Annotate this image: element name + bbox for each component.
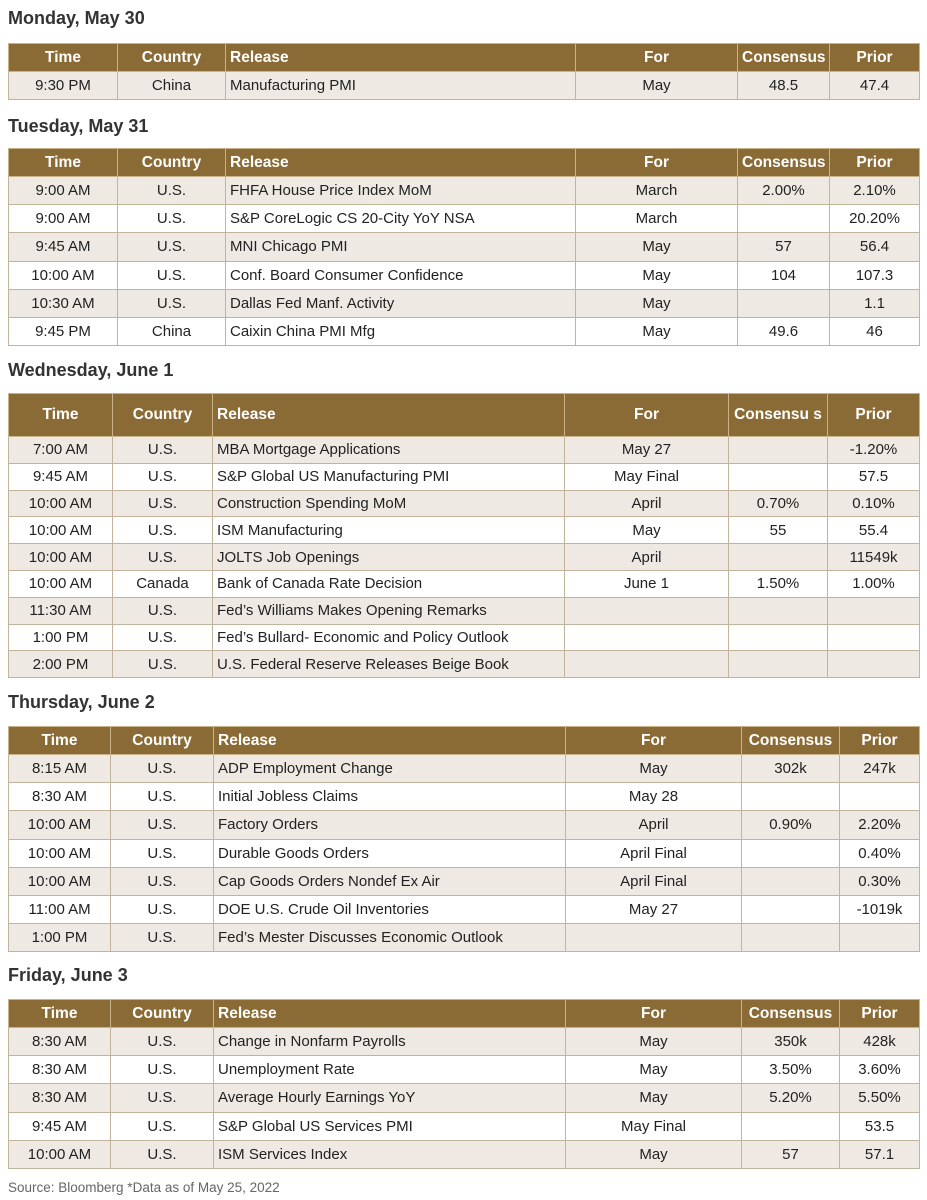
table-row bbox=[9, 490, 920, 517]
table-row bbox=[9, 177, 920, 205]
cell-time: 1:00 PM bbox=[9, 624, 113, 651]
cell-for: May bbox=[576, 289, 738, 317]
cell-country: U.S. bbox=[113, 651, 213, 678]
day-heading-monday: Monday, May 30 bbox=[8, 8, 145, 28]
calendar-table-monday bbox=[8, 43, 920, 100]
cell-consensus: 55 bbox=[729, 517, 828, 544]
cell-for: May Final bbox=[565, 463, 729, 490]
cell-country: U.S. bbox=[118, 205, 226, 233]
col-prior: Prior bbox=[840, 1000, 920, 1028]
cell-prior bbox=[828, 597, 920, 624]
table-row bbox=[9, 839, 920, 867]
cell-time: 7:00 AM bbox=[9, 437, 113, 464]
cell-for: May bbox=[566, 755, 742, 783]
cell-time: 10:00 AM bbox=[9, 1140, 111, 1168]
header-row bbox=[9, 149, 920, 177]
col-consensus: Consensus bbox=[738, 44, 830, 72]
cell-release: Manufacturing PMI bbox=[226, 72, 576, 100]
cell-country: U.S. bbox=[111, 783, 214, 811]
cell-country: U.S. bbox=[111, 1028, 214, 1056]
cell-release: Fed’s Bullard- Economic and Policy Outlook bbox=[213, 624, 565, 651]
cell-time: 1:00 PM bbox=[9, 924, 111, 952]
cell-consensus bbox=[742, 867, 840, 895]
cell-consensus: 49.6 bbox=[738, 317, 830, 345]
col-consensus: Consensus bbox=[742, 727, 840, 755]
cell-consensus bbox=[729, 624, 828, 651]
col-for: For bbox=[566, 727, 742, 755]
table-row bbox=[9, 1112, 920, 1140]
cell-time: 11:00 AM bbox=[9, 895, 111, 923]
cell-release: U.S. Federal Reserve Releases Beige Book bbox=[213, 651, 565, 678]
col-consensus: Consensus bbox=[738, 149, 830, 177]
cell-country: U.S. bbox=[111, 1140, 214, 1168]
cell-consensus: 5.20% bbox=[742, 1084, 840, 1112]
cell-time: 10:00 AM bbox=[9, 867, 111, 895]
cell-for: May bbox=[565, 517, 729, 544]
day-heading-tuesday: Tuesday, May 31 bbox=[8, 116, 149, 136]
cell-time: 10:00 AM bbox=[9, 570, 113, 597]
cell-for: May 27 bbox=[566, 895, 742, 923]
cell-prior: 2.10% bbox=[830, 177, 920, 205]
cell-time: 9:45 AM bbox=[9, 233, 118, 261]
cell-prior: 57.5 bbox=[828, 463, 920, 490]
cell-for: March bbox=[576, 205, 738, 233]
cell-release: S&P Global US Services PMI bbox=[214, 1112, 566, 1140]
table-row bbox=[9, 895, 920, 923]
table-row bbox=[9, 289, 920, 317]
cell-time: 8:30 AM bbox=[9, 1084, 111, 1112]
cell-prior: 107.3 bbox=[830, 261, 920, 289]
cell-country: U.S. bbox=[111, 839, 214, 867]
cell-country: U.S. bbox=[111, 1056, 214, 1084]
table-row bbox=[9, 597, 920, 624]
cell-country: U.S. bbox=[113, 517, 213, 544]
table-row bbox=[9, 624, 920, 651]
cell-prior: 0.10% bbox=[828, 490, 920, 517]
cell-release: Construction Spending MoM bbox=[213, 490, 565, 517]
header-row bbox=[9, 1000, 920, 1028]
cell-for bbox=[565, 597, 729, 624]
col-release: Release bbox=[214, 1000, 566, 1028]
calendar-table-friday bbox=[8, 999, 920, 1169]
table-row bbox=[9, 924, 920, 952]
table-row bbox=[9, 1084, 920, 1112]
cell-country: U.S. bbox=[113, 490, 213, 517]
cell-consensus: 3.50% bbox=[742, 1056, 840, 1084]
cell-for: April Final bbox=[566, 867, 742, 895]
col-time: Time bbox=[9, 44, 118, 72]
cell-country: U.S. bbox=[111, 755, 214, 783]
cell-consensus bbox=[738, 205, 830, 233]
day-heading-friday: Friday, June 3 bbox=[8, 965, 128, 985]
cell-prior bbox=[828, 651, 920, 678]
cell-country: U.S. bbox=[111, 924, 214, 952]
cell-country: U.S. bbox=[113, 597, 213, 624]
cell-prior: 55.4 bbox=[828, 517, 920, 544]
cell-for: May bbox=[576, 317, 738, 345]
cell-for bbox=[565, 624, 729, 651]
cell-for bbox=[566, 924, 742, 952]
cell-time: 8:30 AM bbox=[9, 1028, 111, 1056]
cell-time: 10:00 AM bbox=[9, 544, 113, 571]
col-prior: Prior bbox=[830, 44, 920, 72]
cell-country: U.S. bbox=[113, 463, 213, 490]
cell-country: U.S. bbox=[111, 895, 214, 923]
cell-consensus bbox=[742, 839, 840, 867]
cell-time: 9:30 PM bbox=[9, 72, 118, 100]
cell-release: Initial Jobless Claims bbox=[214, 783, 566, 811]
day-heading-thursday: Thursday, June 2 bbox=[8, 692, 155, 712]
table-row bbox=[9, 1028, 920, 1056]
cell-for: May 27 bbox=[565, 437, 729, 464]
calendar-table-thursday bbox=[8, 726, 920, 952]
cell-release: ADP Employment Change bbox=[214, 755, 566, 783]
cell-country: U.S. bbox=[118, 289, 226, 317]
cell-consensus bbox=[742, 895, 840, 923]
col-release: Release bbox=[226, 44, 576, 72]
table-row bbox=[9, 783, 920, 811]
cell-time: 10:30 AM bbox=[9, 289, 118, 317]
col-prior: Prior bbox=[840, 727, 920, 755]
table-row bbox=[9, 233, 920, 261]
col-release: Release bbox=[226, 149, 576, 177]
table-row bbox=[9, 651, 920, 678]
cell-for: May bbox=[566, 1084, 742, 1112]
cell-consensus: 57 bbox=[738, 233, 830, 261]
cell-consensus: 0.70% bbox=[729, 490, 828, 517]
table-row bbox=[9, 1140, 920, 1168]
cell-country: China bbox=[118, 317, 226, 345]
cell-prior: 11549k bbox=[828, 544, 920, 571]
cell-prior: 53.5 bbox=[840, 1112, 920, 1140]
cell-consensus bbox=[729, 437, 828, 464]
cell-for: March bbox=[576, 177, 738, 205]
cell-country: U.S. bbox=[113, 624, 213, 651]
table-row bbox=[9, 544, 920, 571]
cell-country: U.S. bbox=[111, 811, 214, 839]
cell-for: April bbox=[565, 490, 729, 517]
cell-for: May bbox=[566, 1028, 742, 1056]
col-consensus: Consensus bbox=[742, 1000, 840, 1028]
cell-time: 9:00 AM bbox=[9, 177, 118, 205]
cell-country: U.S. bbox=[118, 177, 226, 205]
col-consensus: Consensu s bbox=[729, 394, 828, 437]
table-row bbox=[9, 463, 920, 490]
cell-for: April bbox=[566, 811, 742, 839]
cell-for: April Final bbox=[566, 839, 742, 867]
cell-for: May bbox=[566, 1056, 742, 1084]
day-heading-wednesday: Wednesday, June 1 bbox=[8, 360, 174, 380]
cell-release: Average Hourly Earnings YoY bbox=[214, 1084, 566, 1112]
cell-prior: 2.20% bbox=[840, 811, 920, 839]
calendar-table-tuesday bbox=[8, 148, 920, 346]
cell-release: MBA Mortgage Applications bbox=[213, 437, 565, 464]
cell-for: May 28 bbox=[566, 783, 742, 811]
cell-time: 10:00 AM bbox=[9, 811, 111, 839]
cell-release: S&P Global US Manufacturing PMI bbox=[213, 463, 565, 490]
table-row bbox=[9, 205, 920, 233]
col-country: Country bbox=[111, 1000, 214, 1028]
cell-release: FHFA House Price Index MoM bbox=[226, 177, 576, 205]
col-time: Time bbox=[9, 1000, 111, 1028]
cell-consensus bbox=[729, 544, 828, 571]
cell-time: 9:00 AM bbox=[9, 205, 118, 233]
cell-for: April bbox=[565, 544, 729, 571]
cell-consensus: 104 bbox=[738, 261, 830, 289]
col-time: Time bbox=[9, 149, 118, 177]
cell-consensus: 302k bbox=[742, 755, 840, 783]
col-for: For bbox=[566, 1000, 742, 1028]
cell-consensus bbox=[729, 597, 828, 624]
cell-prior bbox=[840, 783, 920, 811]
cell-prior: 0.40% bbox=[840, 839, 920, 867]
cell-time: 8:30 AM bbox=[9, 1056, 111, 1084]
cell-prior: 56.4 bbox=[830, 233, 920, 261]
cell-prior: 3.60% bbox=[840, 1056, 920, 1084]
cell-country: U.S. bbox=[113, 437, 213, 464]
cell-release: ISM Services Index bbox=[214, 1140, 566, 1168]
cell-release: JOLTS Job Openings bbox=[213, 544, 565, 571]
cell-for bbox=[565, 651, 729, 678]
cell-for: May bbox=[576, 261, 738, 289]
table-row bbox=[9, 867, 920, 895]
cell-for: May bbox=[566, 1140, 742, 1168]
cell-release: Factory Orders bbox=[214, 811, 566, 839]
cell-release: Bank of Canada Rate Decision bbox=[213, 570, 565, 597]
calendar-table-wednesday bbox=[8, 393, 920, 678]
header-row bbox=[9, 44, 920, 72]
cell-release: Caixin China PMI Mfg bbox=[226, 317, 576, 345]
table-row bbox=[9, 570, 920, 597]
col-country: Country bbox=[118, 149, 226, 177]
cell-consensus bbox=[742, 783, 840, 811]
header-row bbox=[9, 394, 920, 437]
cell-prior: 1.1 bbox=[830, 289, 920, 317]
header-row bbox=[9, 727, 920, 755]
cell-time: 8:30 AM bbox=[9, 783, 111, 811]
cell-release: ISM Manufacturing bbox=[213, 517, 565, 544]
col-prior: Prior bbox=[828, 394, 920, 437]
cell-release: Conf. Board Consumer Confidence bbox=[226, 261, 576, 289]
cell-time: 9:45 AM bbox=[9, 463, 113, 490]
cell-release: Dallas Fed Manf. Activity bbox=[226, 289, 576, 317]
cell-consensus: 1.50% bbox=[729, 570, 828, 597]
cell-country: U.S. bbox=[111, 1112, 214, 1140]
cell-consensus bbox=[742, 924, 840, 952]
cell-prior bbox=[840, 924, 920, 952]
cell-for: May bbox=[576, 233, 738, 261]
cell-prior: 0.30% bbox=[840, 867, 920, 895]
col-time: Time bbox=[9, 394, 113, 437]
cell-consensus: 2.00% bbox=[738, 177, 830, 205]
cell-country: U.S. bbox=[118, 233, 226, 261]
cell-prior: 1.00% bbox=[828, 570, 920, 597]
cell-time: 10:00 AM bbox=[9, 839, 111, 867]
cell-consensus bbox=[729, 651, 828, 678]
table-row bbox=[9, 517, 920, 544]
cell-time: 10:00 AM bbox=[9, 490, 113, 517]
cell-prior: 247k bbox=[840, 755, 920, 783]
col-country: Country bbox=[113, 394, 213, 437]
cell-consensus: 350k bbox=[742, 1028, 840, 1056]
cell-consensus: 57 bbox=[742, 1140, 840, 1168]
table-row bbox=[9, 261, 920, 289]
table-row bbox=[9, 72, 920, 100]
col-country: Country bbox=[118, 44, 226, 72]
cell-release: Fed’s Williams Makes Opening Remarks bbox=[213, 597, 565, 624]
col-prior: Prior bbox=[830, 149, 920, 177]
cell-prior: -1019k bbox=[840, 895, 920, 923]
cell-country: U.S. bbox=[111, 867, 214, 895]
col-time: Time bbox=[9, 727, 111, 755]
cell-release: DOE U.S. Crude Oil Inventories bbox=[214, 895, 566, 923]
col-release: Release bbox=[213, 394, 565, 437]
cell-time: 10:00 AM bbox=[9, 261, 118, 289]
table-row bbox=[9, 811, 920, 839]
cell-country: China bbox=[118, 72, 226, 100]
cell-prior: -1.20% bbox=[828, 437, 920, 464]
cell-country: Canada bbox=[113, 570, 213, 597]
cell-country: U.S. bbox=[113, 544, 213, 571]
cell-time: 9:45 AM bbox=[9, 1112, 111, 1140]
cell-for: June 1 bbox=[565, 570, 729, 597]
cell-for: May Final bbox=[566, 1112, 742, 1140]
cell-release: Durable Goods Orders bbox=[214, 839, 566, 867]
source-note: Source: Bloomberg *Data as of May 25, 2022 bbox=[8, 1180, 280, 1195]
col-country: Country bbox=[111, 727, 214, 755]
table-row bbox=[9, 755, 920, 783]
cell-for: May bbox=[576, 72, 738, 100]
cell-consensus: 48.5 bbox=[738, 72, 830, 100]
cell-release: Unemployment Rate bbox=[214, 1056, 566, 1084]
col-release: Release bbox=[214, 727, 566, 755]
cell-country: U.S. bbox=[111, 1084, 214, 1112]
cell-time: 11:30 AM bbox=[9, 597, 113, 624]
col-for: For bbox=[565, 394, 729, 437]
cell-release: S&P CoreLogic CS 20-City YoY NSA bbox=[226, 205, 576, 233]
cell-prior: 5.50% bbox=[840, 1084, 920, 1112]
cell-country: U.S. bbox=[118, 261, 226, 289]
col-for: For bbox=[576, 44, 738, 72]
cell-consensus bbox=[729, 463, 828, 490]
cell-prior: 20.20% bbox=[830, 205, 920, 233]
cell-release: MNI Chicago PMI bbox=[226, 233, 576, 261]
cell-consensus bbox=[742, 1112, 840, 1140]
cell-release: Change in Nonfarm Payrolls bbox=[214, 1028, 566, 1056]
table-row bbox=[9, 317, 920, 345]
cell-consensus: 0.90% bbox=[742, 811, 840, 839]
cell-prior: 428k bbox=[840, 1028, 920, 1056]
col-for: For bbox=[576, 149, 738, 177]
cell-time: 9:45 PM bbox=[9, 317, 118, 345]
cell-prior: 47.4 bbox=[830, 72, 920, 100]
table-row bbox=[9, 437, 920, 464]
cell-prior: 57.1 bbox=[840, 1140, 920, 1168]
cell-consensus bbox=[738, 289, 830, 317]
cell-release: Fed’s Mester Discusses Economic Outlook bbox=[214, 924, 566, 952]
cell-time: 10:00 AM bbox=[9, 517, 113, 544]
cell-time: 2:00 PM bbox=[9, 651, 113, 678]
cell-prior bbox=[828, 624, 920, 651]
cell-prior: 46 bbox=[830, 317, 920, 345]
table-row bbox=[9, 1056, 920, 1084]
cell-release: Cap Goods Orders Nondef Ex Air bbox=[214, 867, 566, 895]
cell-time: 8:15 AM bbox=[9, 755, 111, 783]
